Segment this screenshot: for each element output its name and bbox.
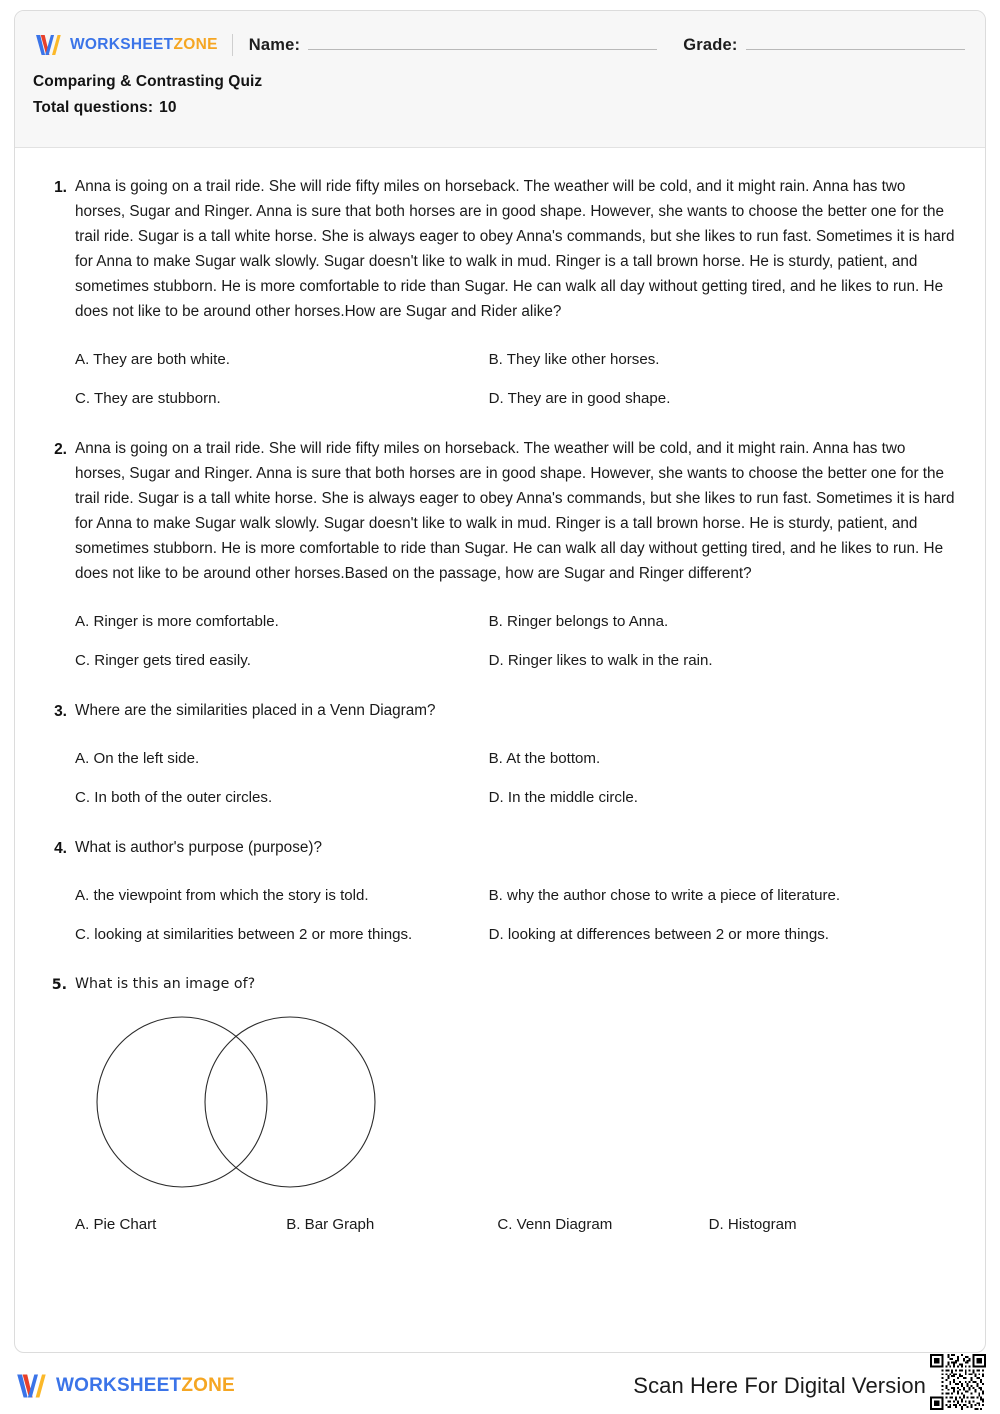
answer-option-b[interactable]: B. They like other horses. xyxy=(488,351,660,368)
answer-options xyxy=(75,739,955,817)
answer-option-d[interactable]: D. Ringer likes to walk in the rain. xyxy=(488,652,713,669)
answer-option-d[interactable]: D. They are in good shape. xyxy=(488,390,671,407)
answer-option-d[interactable]: D. Histogram xyxy=(708,1216,797,1233)
total-questions-label: Total questions: xyxy=(33,99,154,116)
grade-input-line[interactable] xyxy=(746,37,965,50)
total-questions-count: 10 xyxy=(159,99,177,116)
name-input-line[interactable] xyxy=(308,37,657,50)
worksheet-header xyxy=(15,11,985,148)
question-text: What is this an image of? xyxy=(75,976,256,992)
answer-option-a[interactable]: A. On the left side. xyxy=(75,750,200,767)
grade-field-group xyxy=(683,36,965,55)
answer-option-c[interactable]: C. looking at similarities between 2 or more things. xyxy=(75,926,413,943)
scan-instruction-text: Scan Here For Digital Version xyxy=(633,1373,926,1398)
answer-options xyxy=(75,340,955,418)
question-body xyxy=(75,972,955,1237)
question-body xyxy=(75,698,955,817)
answer-options xyxy=(75,1212,955,1237)
answer-option-b[interactable]: B. Bar Graph xyxy=(286,1216,375,1233)
question-item xyxy=(45,835,955,954)
question-item xyxy=(45,972,955,1237)
footer-scan-group xyxy=(633,1362,986,1410)
answer-option-d[interactable]: D. looking at differences between 2 or more things. xyxy=(488,926,829,943)
question-number: 2. xyxy=(54,441,67,458)
question-text: Where are the similarities placed in a Venn Diagram? xyxy=(75,702,436,719)
footer-brand-accent: ZONE xyxy=(181,1375,235,1396)
header-top-row xyxy=(15,11,985,59)
total-questions xyxy=(33,99,985,117)
header-divider xyxy=(232,34,233,56)
worksheet-zone-logo-icon xyxy=(14,1371,48,1401)
header-meta xyxy=(15,59,985,117)
answer-option-a[interactable]: A. the viewpoint from which the story is told. xyxy=(75,887,369,904)
question-item xyxy=(45,174,955,418)
answer-option-b[interactable]: B. At the bottom. xyxy=(488,750,601,767)
name-field-group xyxy=(249,36,658,55)
grade-label: Grade: xyxy=(683,35,738,54)
question-body xyxy=(75,436,955,680)
answer-option-a[interactable]: A. They are both white. xyxy=(75,351,230,368)
question-item xyxy=(45,436,955,680)
brand-name-accent: ZONE xyxy=(173,36,218,53)
questions-list xyxy=(15,148,985,1265)
answer-option-a[interactable]: A. Pie Chart xyxy=(75,1216,157,1233)
footer-brand-text xyxy=(56,1375,235,1397)
question-item xyxy=(45,698,955,817)
question-number: 4. xyxy=(54,840,67,857)
answer-option-d[interactable]: D. In the middle circle. xyxy=(488,789,638,806)
venn-diagram-figure xyxy=(95,1011,955,1198)
answer-options xyxy=(75,602,955,680)
footer-brand-primary: WORKSHEET xyxy=(56,1375,182,1396)
answer-option-c[interactable]: C. They are stubborn. xyxy=(75,390,221,407)
answer-options xyxy=(75,876,955,954)
question-body xyxy=(75,174,955,418)
answer-option-b[interactable]: B. why the author chose to write a piece of literature. xyxy=(488,887,841,904)
answer-option-b[interactable]: B. Ringer belongs to Anna. xyxy=(488,613,669,630)
page-title: Comparing & Contrasting Quiz xyxy=(33,73,263,90)
question-text: Anna is going on a trail ride. She will ride fifty miles on horseback. The weather will be cold, and it might rain. Anna has two horses, Sugar and Ringer. Anna is sure that both horses are in good shape. However, she wants to choose the better one for the trail ride. Sugar is a tall white horse. She is always eager to obey Anna's commands, but she likes to run fast. Sometimes it is hard for Anna to make Sugar walk slowly. Sugar doesn't like to walk in mud. Ringer is a tall brown horse. He is sturdy, patient, and sometimes stubborn. He is more comfortable to ride than Sugar. He can walk all day without getting tired, and he likes to run. He does not like to be around other horses.Based on the passage, how are Sugar and Ringer different? xyxy=(75,440,955,582)
brand-logo xyxy=(33,32,218,58)
question-number: 1. xyxy=(54,179,67,196)
venn-diagram-icon xyxy=(95,1011,385,1193)
question-number: 3. xyxy=(54,703,67,720)
answer-option-c[interactable]: C. Venn Diagram xyxy=(497,1216,613,1233)
answer-option-c[interactable]: C. Ringer gets tired easily. xyxy=(75,652,251,669)
qr-code-icon[interactable] xyxy=(930,1354,986,1410)
worksheet-sheet xyxy=(14,10,986,1353)
name-label: Name: xyxy=(248,35,301,54)
worksheet-zone-logo-icon xyxy=(33,32,63,58)
question-text: What is author's purpose (purpose)? xyxy=(75,839,322,856)
question-number: 5. xyxy=(51,977,67,993)
question-body xyxy=(75,835,955,954)
page-footer xyxy=(14,1362,986,1410)
brand-name-primary: WORKSHEET xyxy=(70,36,174,53)
brand-logo-text xyxy=(70,36,218,54)
answer-option-c[interactable]: C. In both of the outer circles. xyxy=(75,789,273,806)
question-text: Anna is going on a trail ride. She will ride fifty miles on horseback. The weather will be cold, and it might rain. Anna has two horses, Sugar and Ringer. Anna is sure that both horses are in good shape. However, she wants to choose the better one for the trail ride. Sugar is a tall white horse. She is always eager to obey Anna's commands, but she likes to run fast. Sometimes it is hard for Anna to make Sugar walk slowly. Sugar doesn't like to walk in mud. Ringer is a tall brown horse. He is sturdy, patient, and sometimes stubborn. He is more comfortable to ride than Sugar. He can walk all day without getting tired, and he likes to run. He does not like to be around other horses.How are Sugar and Rider alike? xyxy=(75,178,955,320)
answer-option-a[interactable]: A. Ringer is more comfortable. xyxy=(75,613,279,630)
footer-brand-logo xyxy=(14,1371,235,1401)
